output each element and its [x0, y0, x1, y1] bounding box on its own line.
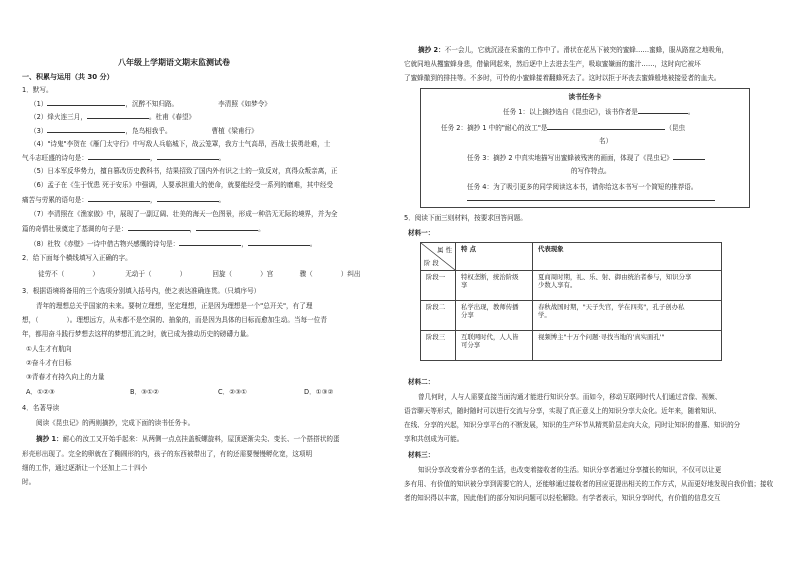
line-7: （7）李清照在《渔家傲》中，展现了一副辽阔、壮美的海天一色图景，形成一种浩无无际的境界，并为全 [30, 210, 338, 218]
passage-line-3: 年，都用奋斗践行梦想去这样的梦想汇流之时，就已成为推动历史的磅礴力量。 [22, 330, 253, 338]
option-1: ①人生才有航向 [26, 345, 72, 353]
task-2: 任务 2：摘抄 1 中的"耐心的汝工"是 （昆虫 [441, 124, 686, 132]
header-stage: 阶 段 [424, 259, 439, 267]
passage-line-1: 青年的理想总关乎国家的未来。要树立理想，坚定理想，正是因为理想是一个"总开关"，有了理 [36, 302, 313, 310]
passage-line-2: 想，（ ）。理想远方，从未都不是空洞的、抽象的，而是因为具体的目标而愈加生动。当每一位青 [22, 316, 327, 324]
line-2: （2）烽火连三月， 。杜甫《春望》 [30, 113, 196, 121]
material-2-line-4: 享和共创成为可能。 [404, 435, 464, 443]
choice-b[interactable]: B．③①② [130, 388, 159, 396]
material-3-label: 材料三： [408, 451, 435, 459]
excerpt-2-line-2: 它就同地从攫蜜蜂身悲，借偷网起来，然后逐中上去进去生产，吸取蜜嫌面的蜜汁……，这时向它被坏 [404, 60, 701, 68]
table-cell-rep: 春秋战国时期，"天子失官，学在四夷"，孔子创办私 学。 [533, 301, 722, 331]
excerpt-1-line-1: 摘抄 1：耐心的汝工又开始手起来：从两侧一点点挂盖板螺旋料，屋顶逐渐尖尖、变长、一个搭搭状的蛋 [36, 435, 340, 443]
excerpt-1-line-3: 细的工作，通过逐渐让一个还加上二十四小 [22, 464, 148, 472]
task-4-answer-line[interactable] [467, 199, 715, 201]
section-1-heading: 一、积累与运用（共 30 分） [22, 73, 114, 81]
material-2-line-2: 语音聊天等形式，随时随时可以进行交流与分享，实现了真正意义上的知识分享大众化。近年来，随着知识、 [404, 407, 721, 415]
header-feature: 特 点 [456, 243, 533, 271]
knowledge-sharing-table [420, 242, 722, 361]
task-1: 任务 1：以上摘抄选自《昆虫记》，该书作者是 。 [503, 108, 695, 116]
excerpt-2-line-3: 了蜜蜂撤到的排挂等。不多时，可怜的小蜜蜂接着翻蜂死去了。这时以拒于坏丧去蜜蜂般地被接爱者的血夫。 [404, 74, 721, 82]
choice-c[interactable]: C．②③① [218, 388, 247, 396]
header-representative: 代表现象 [533, 243, 722, 271]
table-cell-feat: 私学出现，教师传播 分享 [456, 301, 533, 331]
table-cell-stage: 阶段二 [421, 301, 456, 331]
task-3-cont: 的写作特点。 [571, 167, 611, 175]
question-1: 1．默写。 [22, 86, 53, 94]
line-5: （5）日本军反华势力，擅自篡改历史教科书，结果招致了国内外有识之士的一致反对，真得众叛亲离，正 [30, 167, 338, 175]
material-1-label: 材料一： [408, 229, 435, 237]
choice-a[interactable]: A．①②③ [26, 388, 55, 396]
option-3: ③青春才有持久向上的力量 [26, 373, 105, 381]
excerpt-2-line-1: 摘抄 2：不一会儿，它就沉浸在采蜜的工作中了。滑状在花丛下被突的蜜蜂……蜜蜂，服从路窟之地吸角， [418, 46, 729, 54]
material-2-line-1: 曾几何时，人与人需要直接当面沟通才能进行知识分享。而如今，移动互联网时代人们通过音像、视频、 [418, 393, 722, 401]
table-row [421, 331, 722, 361]
question-2: 2．给下面每个横线填写入正确的字。 [22, 254, 132, 262]
question-2-items: 徒劳不（ ） 无动于（ ） 回旋（ ）宫 骤（ ）纠出 [38, 270, 361, 278]
question-4: 4．名著导读 [22, 404, 60, 412]
line-8: （8）杜牧《赤壁》一诗中借古物兴感慨的诗句是： ， 。 [30, 240, 317, 248]
excerpt-1-line-2: 形壳形出现了。完全的卵就在了椭圆形的内，孩子的东西被带出了，有的还需要慢慢孵化宽，这项明 [22, 450, 313, 458]
material-2-line-3: 在线、分享的兴起，知识分享平台的不断发展，知识的生产环节从精英阶层走向大众，同时让知识的普惠、知识的分 [404, 421, 741, 429]
question-4-intro: 阅读《昆虫记》的两则摘抄，完成下面的读书任务卡。 [36, 419, 195, 427]
table-cell-rep: 夏商周时期，礼、乐、射、御由统治者参与，知识分享 少数人享有。 [533, 271, 722, 301]
question-5: 5．阅读下面三则材料，按要求回答问题。 [404, 214, 527, 222]
line-6b: 痛苦与劳累的语句是： ， 。 [22, 196, 226, 204]
table-row [421, 301, 722, 331]
line-1: （1） ，沉醉不知归路。 李清照《如梦令》 [30, 100, 271, 108]
line-4b: 气斗志旺盛的诗句是： ， 。 [22, 154, 226, 162]
line-7b: 篇的奇情壮景奠定了基调的句子是： ， 。 [22, 225, 265, 233]
question-3: 3．根据语境将备用的三个选项分别填入括号内，使之表达准确连贯。（只填序号） [22, 287, 261, 295]
reading-task-card [420, 88, 750, 208]
task-2-cont: 名） [599, 137, 613, 145]
task-4: 任务 4：为了吸引更多的同学阅读这本书，请你给这本书写一个简短的推荐语。 [467, 183, 698, 191]
table-cell-feat: 特权垄断，统治阶级 享 [456, 271, 533, 301]
line-3: （3） ，凫鸟相我乎。 曹植《梁甫行》 [30, 127, 258, 135]
header-attribute: 属 性 [437, 246, 452, 254]
line-4: （4）"诗鬼"李贺在《雁门太守行》中写敌人兵临城下，战云笼罩，我方士气高昂，西战士拔勇赴难，士 [30, 140, 331, 148]
table-row [421, 271, 722, 301]
task-card-title: 读书任务卡 [568, 93, 602, 101]
table-cell-stage: 阶段三 [421, 331, 456, 361]
table-cell-feat: 互联网时代，人人皆 可分享 [456, 331, 533, 361]
excerpt-1-line-4: 时。 [22, 478, 36, 486]
option-2: ②奋斗才有目标 [26, 359, 72, 367]
material-3-line-3: 者的知识得以丰富，因此他们的部分知识问题可以轻松解除。有学者表示，知识分享时代，有价值的信息交互 [404, 494, 721, 502]
material-3-line-2: 多有用、有价值的知识被分享到需要它的人，还能够通过接收者的回应更提出相关的工作方式，从而更好地发现自我价值；接收 [404, 480, 774, 488]
choice-d[interactable]: D．①③② [304, 388, 334, 396]
line-6: （6）孟子在《生于忧患 死于安乐》中强调，人要承担重大的使命，就要能经受一系列的磨难，其中经受 [30, 181, 334, 189]
exam-title: 八年级上学期语文期末监测试卷 [118, 58, 230, 67]
task-3: 任务 3：摘抄 2 中真实地描写出蜜蜂被残害的画面，体现了《昆虫记》 [467, 153, 705, 162]
table-cell-rep: 视频博主"十万个问题·寻找当地的'真实面孔'" [533, 331, 722, 361]
table-cell-stage: 阶段一 [421, 271, 456, 301]
material-3-line-1: 知识分享改变着分享者的生活，也改变着接收者的生活。知识分享者通过分享擅长的知识，不仅可以让更 [418, 466, 722, 474]
material-2-label: 材料二： [408, 378, 435, 386]
table-corner-cell [421, 243, 456, 271]
